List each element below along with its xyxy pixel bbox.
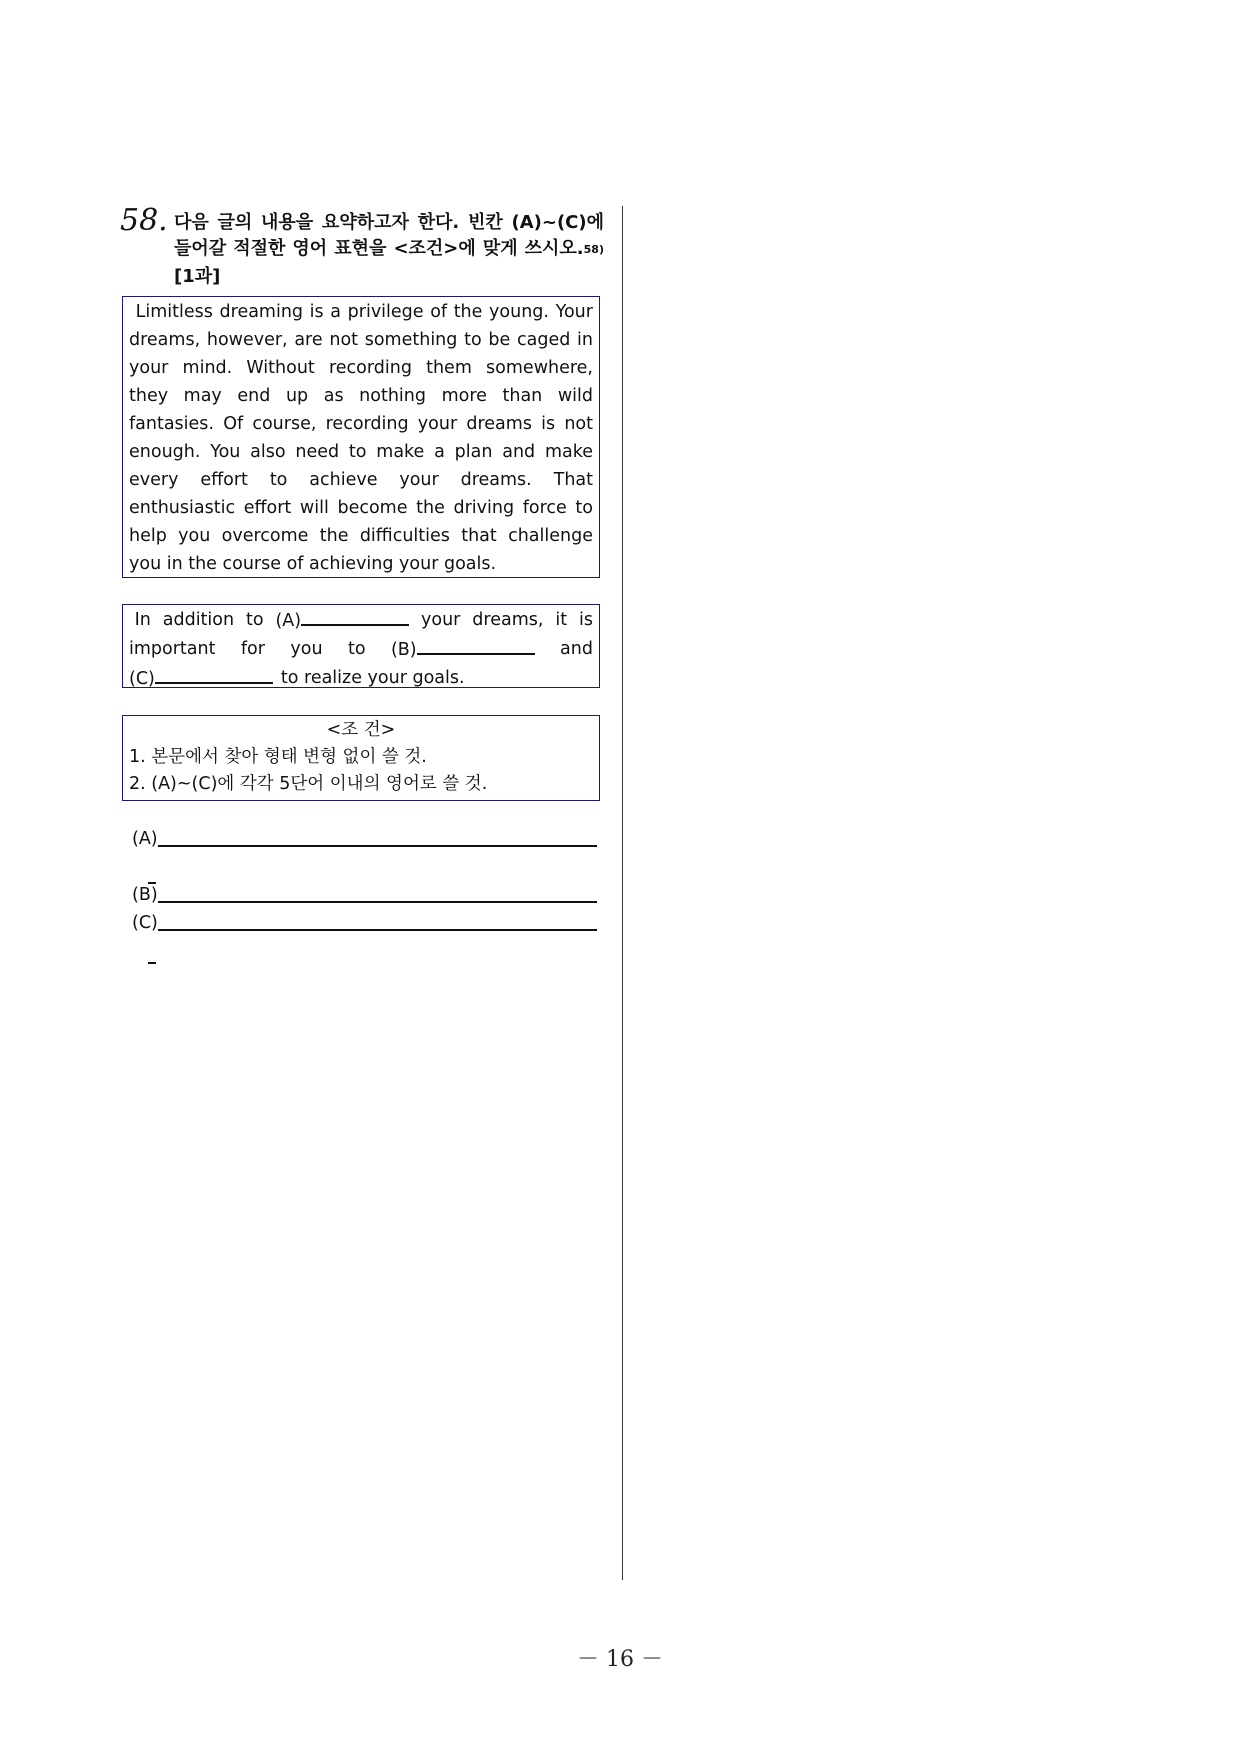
blank-b xyxy=(417,635,535,655)
answer-row-b[interactable] xyxy=(132,882,597,906)
answer-line-a[interactable] xyxy=(158,845,597,847)
question-number: 58. xyxy=(120,203,168,238)
answer-line-b[interactable] xyxy=(158,901,597,903)
blank-a-label: (A) xyxy=(275,611,302,631)
passage-box xyxy=(122,296,600,578)
blank-c xyxy=(155,664,273,684)
condition-item-1: 1. 본문에서 찾아 형태 변형 없이 쓸 것. xyxy=(129,747,427,767)
blank-c-label: (C) xyxy=(129,669,155,689)
footnote-marker: 58) xyxy=(583,243,604,256)
column-divider xyxy=(622,206,623,1580)
question-text: 다음 글의 내용을 요약하고자 한다. 빈칸 (A)~(C)에 들어갈 적절한 영어 표현을 <조건>에 맞게 쓰시오. xyxy=(174,212,604,259)
summary-line-1: In addition to (A) your dreams, it is xyxy=(129,606,593,635)
answer-row-c[interactable] xyxy=(132,910,597,934)
dash-mark xyxy=(148,962,156,964)
blank-b-label: (B) xyxy=(390,640,417,660)
conditions-box xyxy=(122,715,600,801)
conditions-title: <조 건> xyxy=(326,720,396,740)
summary-box xyxy=(122,604,600,688)
lesson-tag: [1과] xyxy=(174,266,221,287)
answer-row-a[interactable] xyxy=(132,826,597,850)
summary-line-3: (C) to realize your goals. xyxy=(129,664,593,693)
passage-text: Limitless dreaming is a privilege of the young. Your dreams, however, are not something to be caged in your mind. Without recording them somewhere, they may end up as nothing more than wild fantasies. Of course, recording your dreams is not enough. You also need to make a plan and make every effort to achieve your dreams. That enthusiastic effort will become the driving force to help you overcome the difficulties that challenge you in the course of achieving your goals. xyxy=(129,302,593,574)
condition-item-2: 2. (A)~(C)에 각각 5단어 이내의 영어로 쓸 것. xyxy=(129,774,488,794)
answer-line-c[interactable] xyxy=(158,929,597,931)
page-number: － 16 － xyxy=(577,1647,663,1672)
answer-label-b: (B) xyxy=(132,885,158,905)
summary-line-2: important for you to (B) and xyxy=(129,635,593,664)
blank-a xyxy=(301,606,409,626)
question-prompt xyxy=(174,210,604,290)
answer-label-c: (C) xyxy=(132,913,158,933)
answer-label-a: (A) xyxy=(132,829,158,849)
